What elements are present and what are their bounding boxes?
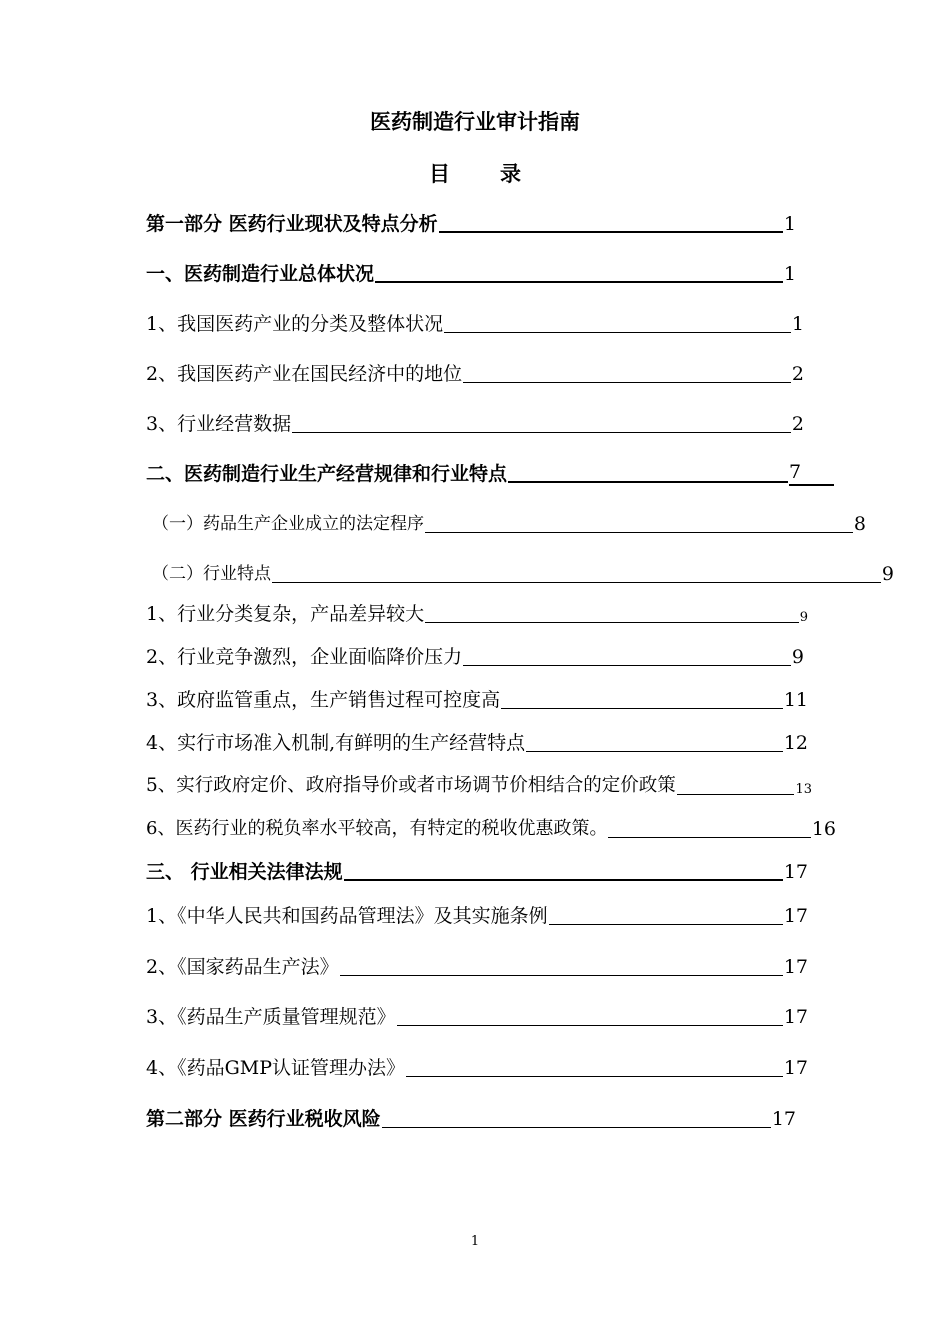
toc-entry-page: 17 [783,905,808,927]
toc-leader-line [425,532,853,533]
toc-entry-page: 2 [791,363,804,385]
toc-entry-label: （二）行业特点 [152,564,271,584]
toc-entry-page: 9 [791,646,804,668]
toc-entry[interactable] [152,556,894,586]
toc-entry-page: 17 [783,1057,808,1079]
toc-entry[interactable] [146,949,808,979]
toc-leader-line [425,622,799,623]
toc-entry[interactable] [146,1101,796,1131]
toc-entry[interactable] [146,1050,808,1080]
toc-entry-label: 2、行业竞争激烈，企业面临降价压力 [146,646,463,668]
toc-entry-label: 1、行业分类复杂，产品差异较大 [146,603,425,625]
toc-entry-label: 1、我国医药产业的分类及整体状况 [146,313,444,335]
toc-entry[interactable] [146,639,804,669]
toc-entry[interactable] [146,898,808,928]
toc-entry-page: 1 [791,313,804,335]
toc-entry[interactable] [146,768,812,798]
toc-entry[interactable] [146,854,808,884]
toc-entry-page: 12 [783,732,808,754]
toc-entry-page: 2 [791,413,804,435]
toc-entry-label: 5、实行政府定价、政府指导价或者市场调节价相结合的定价政策 [146,775,676,796]
toc-entry-label: 4、《药品GMP认证管理办法》 [146,1057,406,1079]
toc-entry-page: 1 [783,263,796,285]
toc-leader-line [406,1076,783,1077]
toc-heading: 目录 [429,162,571,186]
toc-entry-label: 一、医药制造行业总体状况 [146,263,375,285]
toc-entry-label: 3、政府监管重点，生产销售过程可控度高 [146,689,501,711]
toc-leader-line [501,708,783,709]
toc-entry-page: 17 [771,1108,796,1130]
toc-leader-line [375,281,783,283]
toc-leader-line [677,794,795,795]
toc-leader-line [444,332,791,333]
toc-entry-page: 16 [811,818,836,840]
toc-entry-label: （一）药品生产企业成立的法定程序 [152,514,424,534]
toc-entry-page: 17 [783,861,808,883]
toc-entry-page: 17 [783,956,808,978]
toc-entry[interactable] [146,999,808,1029]
toc-entry-label: 2、我国医药产业在国民经济中的地位 [146,363,463,385]
toc-entry[interactable] [146,206,796,236]
toc-leader-line [292,432,791,433]
toc-leader-line [463,665,791,666]
toc-entry[interactable] [146,306,804,336]
toc-leader-line [463,382,791,383]
toc-entry[interactable] [146,406,804,436]
page-number: 1 [470,1234,480,1249]
toc-leader-line [397,1025,783,1026]
toc-entry[interactable] [146,596,808,626]
toc-entry-page: 13 [795,782,812,797]
toc-entry-page: 9 [881,563,894,585]
toc-leader-line [526,751,783,752]
toc-entry[interactable] [146,356,804,386]
toc-entry-label: 1、《中华人民共和国药品管理法》及其实施条例 [146,905,548,927]
toc-entry-label: 3、行业经营数据 [146,413,292,435]
toc-entry-page: 1 [783,213,796,235]
toc-entry-page: 8 [853,513,866,535]
toc-entry-label: 第一部分 医药行业现状及特点分析 [146,213,438,235]
toc-leader-line [340,975,783,976]
toc-leader-line [549,924,783,925]
toc-leader-line [344,879,783,881]
toc-entry[interactable] [146,256,796,286]
toc-entry[interactable] [146,456,834,486]
toc-entry[interactable] [152,506,866,536]
toc-entry-label: 2、《国家药品生产法》 [146,956,339,978]
toc-entry-label: 3、《药品生产质量管理规范》 [146,1006,396,1028]
toc-entry-label: 6、医药行业的税负率水平较高，有特定的税收优惠政策。 [146,818,608,839]
toc-entry-page: 11 [783,689,808,711]
toc-leader-line [608,837,810,838]
toc-leader-line [508,481,788,483]
toc-leader-line [272,582,881,583]
toc-entry-page: 7 [789,460,834,486]
toc-entry-label: 第二部分 医药行业税收风险 [146,1108,381,1130]
toc-entry-label: 三、 行业相关法律法规 [146,861,343,883]
toc-entry[interactable] [146,811,836,841]
toc-entry-page: 17 [783,1006,808,1028]
toc-entry-page: 9 [799,610,808,625]
toc-entry[interactable] [146,725,808,755]
toc-entry-label: 4、实行市场准入机制,有鲜明的生产经营特点 [146,732,526,754]
toc-entry-label: 二、医药制造行业生产经营规律和行业特点 [146,463,508,485]
toc-leader-line [439,231,783,233]
document-title: 医药制造行业审计指南 [370,110,580,134]
toc-leader-line [382,1127,771,1128]
toc-entry[interactable] [146,682,808,712]
